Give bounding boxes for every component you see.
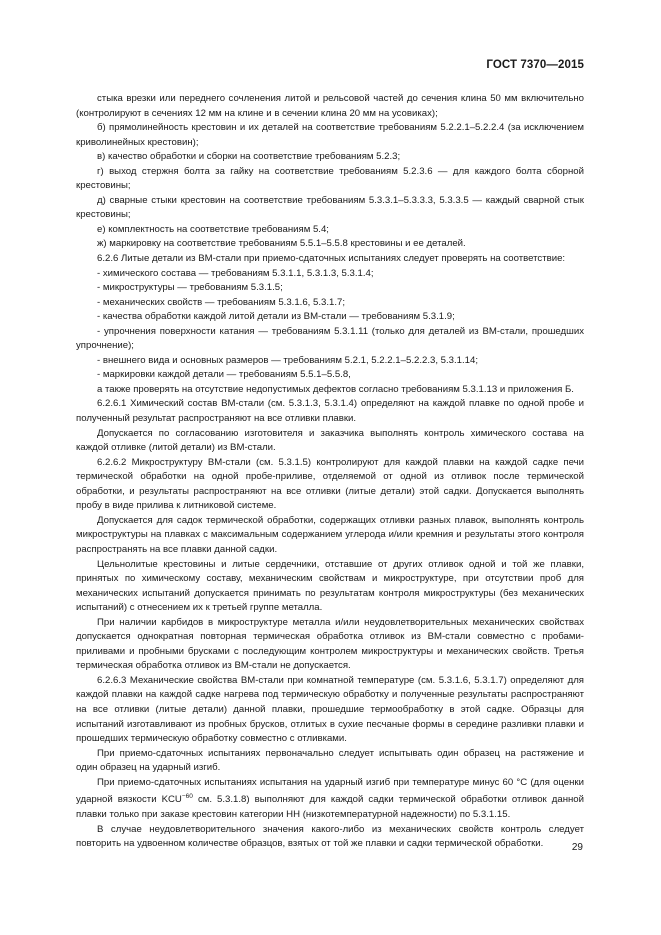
bullet-text: маркировки каждой детали — требованиям 5.5.1–5.5.8, xyxy=(102,369,351,381)
document-code: ГОСТ 7370—2015 xyxy=(486,59,584,71)
paragraph xyxy=(76,776,584,823)
bullet-text: механических свойств — требованиям 5.3.1.6, 5.3.1.7; xyxy=(102,296,346,308)
list-item: ж) маркировку на соответствие требованиям 5.5.1–5.5.8 крестовины и ее деталей. xyxy=(97,238,466,250)
bullet-dash: - xyxy=(97,267,101,279)
bullet-item xyxy=(76,354,584,369)
paragraph: В случае неудовлетворительного значения какого-либо из механических свойств контроль следует повторить на удвоенном количестве образцов, взятых от той же плавки и садки термической обработки. xyxy=(76,823,584,850)
bullet-dash: - xyxy=(97,354,101,366)
bullet-dash: - xyxy=(97,325,101,337)
bullet-item xyxy=(76,281,584,296)
paragraph: стыка врезки или переднего сочленения литой и рельсовой частей до сечения клина 50 мм включительно (контролируют в сечениях 12 мм на клине и в сечении клина 20 мм на усовиках); xyxy=(76,93,584,119)
clause-6-2-6-3: 6.2.6.3 Механические свойства ВМ-стали при комнатной температуре (см. 5.3.1.6, 5.3.1.7) определяют для каждой плавки на каждой садке нагрева под термическую обработку и полученные результаты распространяют на все отливки (литые детали) данной плавки, прошедшие термообработку в этой садке. Образцы для испытаний изготавливают из пробных брусков, отлитых в сухие песчаные формы в середине разливки плавки и прошедших термическую обработку совместно с отливками. xyxy=(76,674,584,745)
bullet-item xyxy=(76,368,584,383)
bullet-item xyxy=(76,267,584,282)
bullet-dash: - xyxy=(97,311,101,323)
paragraph: При приемо-сдаточных испытаниях первоначально следует испытывать один образец на растяжение и один образец на ударный изгиб. xyxy=(76,747,584,774)
document-body xyxy=(76,92,584,852)
paragraph-text-part: см. 5.3.1.8) выполняют для каждой садки термической обработки отливок данной плавки только при заказе крестовин категории НН (низкотемпературной надежности) по 5.3.1.15. xyxy=(76,794,584,820)
page-number: 29 xyxy=(571,842,583,853)
bullet-item xyxy=(76,296,584,311)
paragraph: Цельнолитые крестовины и литые сердечники, отставшие от других отливок одной и той же плавки, принятых по химическому составу, механическим свойствам и микроструктуре, при отсутствии проб для механических испытаний допускается принимать по результатам контроля микроструктуры (без механических испытаний) с отнесением их к третьей группе металла. xyxy=(76,558,584,614)
bullet-dash: - xyxy=(97,282,101,294)
clause-6-2-6-2: 6.2.6.2 Микроструктуру ВМ-стали (см. 5.3.1.5) контролируют для каждой плавки на каждой садке печи термической обработки на одной пробе-приливе, отделяемой от одной из отливок после термической обработки, и результаты распространяют на все отливки (литые детали) этой садки. Допускается выполнять пробу в виде прилива к литниковой системе. xyxy=(76,456,584,512)
paragraph-text-part: При приемо-сдаточных испытаниях испытания на ударный изгиб при температуре минус 60 °С (для оценки ударной вязкости KCU xyxy=(76,776,584,806)
clause-6-2-6: 6.2.6 Литые детали из ВМ-стали при приемо-сдаточных испытаниях следует проверять на соответствие: xyxy=(97,253,566,265)
bullet-text: упрочнения поверхности катания — требованиям 5.3.1.11 (только для деталей из ВМ-стали, прошедших упрочнение); xyxy=(76,325,585,352)
list-item: б) прямолинейность крестовин и их деталей на соответствие требованиям 5.2.2.1–5.2.2.4 (за исключением криволинейных крестовин); xyxy=(76,122,584,148)
bullet-item xyxy=(76,310,584,325)
paragraph: а также проверять на отсутствие недопустимых дефектов согласно требованиям 5.3.1.13 и приложения Б. xyxy=(97,383,574,395)
paragraph: При наличии карбидов в микроструктуре металла и/или неудовлетворительных механических свойствах допускается однократная повторная термическая обработка отливок из ВМ-стали совместно с пробами-приливами и пробными брусками с последующим контролем микроструктуры и механических свойств. Третья термическая обработка отливок из ВМ-стали не допускается. xyxy=(76,616,584,672)
bullet-dash: - xyxy=(97,369,101,381)
paragraph: Допускается по согласованию изготовителя и заказчика выполнять контроль химического состава на каждой отливке (литой детали) из ВМ-стали. xyxy=(76,427,584,454)
list-item: г) выход стержня болта за гайку на соответствие требованиям 5.2.3.6 — для каждого болта сборной крестовины; xyxy=(76,165,584,192)
clause-6-2-6-1: 6.2.6.1 Химический состав ВМ-стали (см. 5.3.1.3, 5.3.1.4) определяют на каждой плавке по одной пробе и полученный результат распространяют на все отливки плавки. xyxy=(76,398,584,425)
paragraph: Допускается для садок термической обработки, содержащих отливки разных плавок, выполнять контроль микроструктуры на плавках с максимальным содержанием углерода и/или кремния и результаты этого контроля распространять на все плавки данной садки. xyxy=(76,514,584,555)
bullet-item xyxy=(76,325,584,354)
bullet-text: качества обработки каждой литой детали из ВМ-стали — требованиям 5.3.1.9; xyxy=(102,311,455,323)
bullet-text: химического состава — требованиям 5.3.1.1, 5.3.1.3, 5.3.1.4; xyxy=(102,267,374,279)
bullet-text: внешнего вида и основных размеров — требованиям 5.2.1, 5.2.2.1–5.2.2.3, 5.3.1.14; xyxy=(102,354,478,366)
list-item: в) качество обработки и сборки на соответствие требованиям 5.2.3; xyxy=(97,151,401,163)
list-item: е) комплектность на соответствие требованиям 5.4; xyxy=(97,223,329,235)
superscript: −60 xyxy=(181,793,193,801)
bullet-dash: - xyxy=(97,296,101,308)
list-item: д) сварные стыки крестовин на соответствие требованиям 5.3.3.1–5.3.3.3, 5.3.3.5 — каждый сварной стык крестовины; xyxy=(76,194,584,221)
bullet-text: микроструктуры — требованиям 5.3.1.5; xyxy=(102,282,283,294)
